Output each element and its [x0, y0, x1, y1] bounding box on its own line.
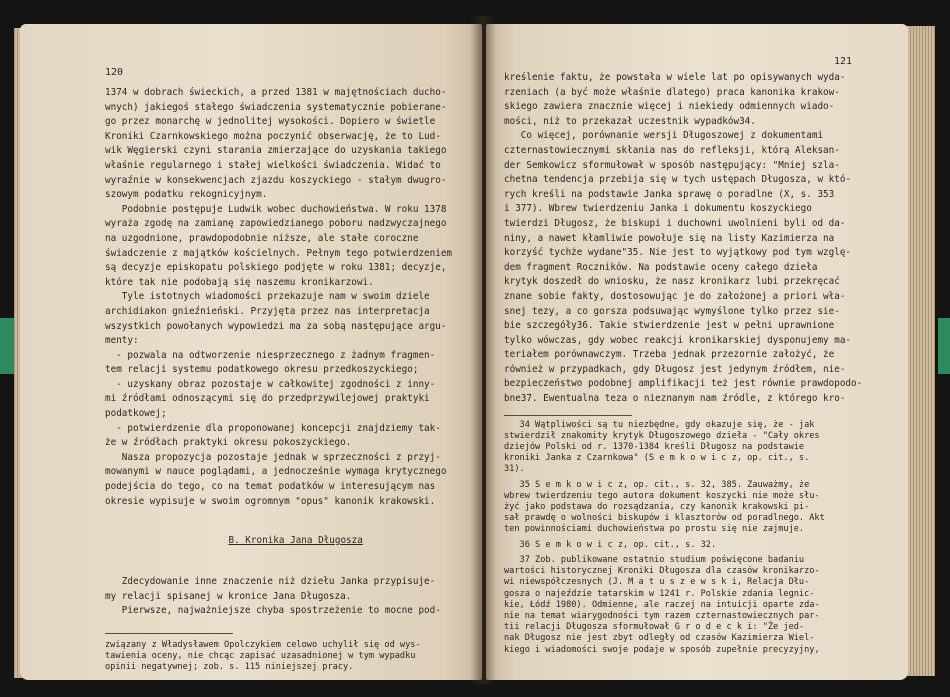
- text-line: mowanymi w nauce poglądami, a jednocześnie wymaga krytycznego: [105, 466, 447, 478]
- text-line: mi źródłami odnoszącymi się do przedprzywilejowej praktyki: [105, 393, 430, 405]
- left-body-text: [105, 86, 464, 509]
- text-line: my relacji spisanej w kronice Jana Długosza.: [105, 590, 352, 602]
- text-line: na uzgodnione, prawdopodobnie niższe, ale stałe coroczne: [105, 232, 419, 244]
- text-line: Tyle istotnych wiadomości przekazuje nam w swoim dziele: [105, 291, 430, 303]
- text-line: czternastowiecznymi skłania nas do refleksji, którą Aleksan-: [504, 144, 840, 156]
- right-body-text: [504, 71, 882, 407]
- text-line: rzeniach (a być może właśnie dlatego) praca kanonika krakow-: [504, 86, 840, 98]
- text-line: są decyzje episkopatu polskiego podjęte w roku 1381; decyzje,: [105, 262, 447, 274]
- text-line: krytyk doszedł do wniosku, że nasz kronikarz lubi przekręcać: [504, 276, 840, 288]
- left-body-text-2: [105, 575, 464, 619]
- text-line: Pierwsze, najważniejsze chyba spostrzeżenie to mocne pod-: [105, 605, 441, 617]
- book-gutter: [470, 16, 496, 684]
- right-page-edges: [905, 26, 935, 676]
- right-page: [486, 24, 908, 680]
- text-line: bie szczegóły36. Takie stwierdzenie jest w pełni uprawnione: [504, 320, 835, 332]
- text-line: wszystkich powołanych wypowiedzi ma za sobą następujące argu-: [105, 320, 447, 332]
- text-line: korzyść tychże wydane"35. Nie jest to wyjątkowy pod tym wzglę-: [504, 247, 852, 259]
- text-line: i 377). Wbrew twierdzeniu Janka i dokumentu koszyckiego: [504, 203, 812, 215]
- footnote-line: opinii negatywnej; zob. s. 115 niniejszej pracy.: [105, 662, 354, 673]
- text-line: bezpieczeństwo podobnej amplifikacji też jest równie prawdopodo-: [504, 378, 863, 390]
- footnote-35: 35 S e m k o w i c z, op. cit., s. 32, 385. Zauważmy, że wbrew twierdzeniu tego autora dokument koszycki nie może słu- żyć jako podstawa do rozsądzania, czy kanonik krakowski pi- sał prawdę o wolności biskupów i klasztorów od poradlnego. Akt ten powinnościami duchowieństwa po prostu się nie zajmuje.: [504, 479, 825, 535]
- text-line: - uzyskany obraz pozostaje w całkowitej zgodności z inny-: [105, 378, 436, 390]
- text-line: archidiakon gnieźnieński. Przyjęta przez nas interpretacja: [105, 305, 430, 317]
- text-line: - potwierdzenie dla proponowanej koncepcji znajdziemy tak-: [105, 422, 441, 434]
- text-line: podatkowej;: [105, 408, 167, 420]
- text-line: wyraża zgodę na zamianę zapowiedzianego poboru nadzwyczajnego: [105, 218, 447, 230]
- footnote-37: 37 Zob. publikowane ostatnio studium poświęcone badaniu wartości historycznej Kroniki Długosza dla czasów kronikarzo- wi niewspółczesnych (J. M a t u s z e w s k i, Relacja Dłu- gosza o najeździe tatarskim w 1241 r. Polskie zdania legnic- kie, Łódź 1980). Odmienne, ale raczej na intuicji oparte zda- nie na temat wiarygodności tym razem czternastowiecznych par- tii relacji Długosza sformułował G r o d e c k i: "Że jed- nak Długosz nie jest zbyt odległy od czasów Kazimierza Wiel- kiego i wiadomości swoje podaje w sposób zupełnie precyzyjny,: [504, 554, 820, 655]
- text-line: Nasza propozycja pozostaje jednak w sprzeczności z przyj-: [105, 451, 441, 463]
- text-line: Zdecydowanie inne znaczenie niż dziełu Janka przypisuje-: [105, 576, 436, 587]
- text-line: które tak nie podobają się naszemu kronikarzowi.: [105, 276, 374, 288]
- text-line: snej tezy, a co gorsza podsuwając wymyślone tylko przez sie-: [504, 305, 840, 317]
- right-green-tab: [938, 318, 950, 374]
- text-line: dem fragment Roczników. Na podstawie oceny całego dzieła: [504, 261, 818, 273]
- text-line: znane sobie fakty, dostosowując je do założonej a priori wła-: [504, 290, 846, 302]
- text-line: wyraźnie w konsekwencjach zjazdu koszyckiego - stałym dwugro-: [105, 174, 447, 186]
- text-line: Co więcej, porównanie wersji Długoszowej z dokumentami: [504, 130, 824, 142]
- text-line: rych kreśli na podstawie Janka sprawę o poradlne (X, s. 353: [504, 188, 835, 200]
- page-number-right: 121: [833, 56, 852, 67]
- text-line: tylko wówczas, gdy wobec reakcji kronikarskiej dysponujemy ma-: [504, 334, 852, 346]
- footnote-line: tawienia oceny, nie chcąc zapisać uzasadnionej w tym wypadku: [105, 650, 416, 661]
- text-line: twierdzi Długosz, że biskupi i duchowni uwolnieni byli od da-: [504, 217, 846, 229]
- text-line: mości, niż to przekazał uczestnik wypadków34.: [504, 115, 756, 127]
- text-line: niny, a nawet kłamliwie powołuje się na listy Kazimierza na: [504, 232, 835, 244]
- text-line: Kroniki Czarnkowskiego można poczynić obserwację, że to Lud-: [105, 130, 441, 142]
- text-line: kreślenie faktu, że powstała w wiele lat po opisywanych wyda-: [504, 72, 846, 83]
- footnote-line: związany z Władysławem Opolczykiem celowo uchylił się od wys-: [105, 639, 421, 650]
- footnote-34: 34 Wątpliwości są tu niezbędne, gdy okazuje się, że - jak stwierdził znakomity krytyk Długoszowego dzieła - "Cały okres dziejów Polski od r. 1370-1384 kreśli Długosz na podstawie kroniki Janka z Czarnkowa" (S e m k o w i c z, op. cit., s. 31).: [504, 419, 820, 475]
- text-line: bne37. Ewentualna teza o nieznanym nam źródle, z którego kro-: [504, 393, 846, 405]
- text-line: tem relacji systemu podatkowego okresu przedkoszyckiego;: [105, 364, 419, 376]
- text-line: Podobnie postępuje Ludwik wobec duchowieństwa. W roku 1378: [105, 203, 447, 215]
- footnote-divider: [504, 415, 632, 416]
- text-line: 1374 w dobrach świeckich, a przed 1381 w majętnościach ducho-: [105, 87, 447, 98]
- text-line: teriałem porównawczym. Trzeba jednak przezornie założyć, że: [504, 349, 835, 361]
- left-footnote: [105, 633, 421, 674]
- text-line: wnych) jakiegoś stałego świadczenia systematycznie pobierane-: [105, 101, 447, 113]
- text-line: że w źródłach praktyki okresu pokoszyckiego.: [105, 437, 352, 449]
- text-line: szowym podatku rekognicyjnym.: [105, 189, 268, 201]
- text-line: menty:: [105, 335, 139, 347]
- text-line: wik Węgierski czyni starania zmierzające do uzyskania takiego: [105, 145, 447, 157]
- page-number-left: 120: [105, 67, 124, 78]
- text-line: go przez monarchę w jednolitej wysokości. Dopiero w świetle: [105, 116, 436, 128]
- left-green-tab: [0, 318, 14, 374]
- text-line: właśnie regularnego i stałej wielkości świadczenia. Widać to: [105, 159, 441, 171]
- footnote-36: 36 S e m k o w i c z, op. cit., s. 32.: [504, 539, 717, 550]
- text-line: podejścia do tego, co na temat podatków w interesującym nas: [105, 481, 436, 493]
- text-line: - pozwala na odtworzenie niesprzecznego z żadnym fragmen-: [105, 349, 436, 361]
- text-line: również w przypadkach, gdy Długosz jest jedynym źródłem, nie-: [504, 363, 846, 375]
- text-line: świadczenie z majątków kościelnych. Pełnym tego potwierdzeniem: [105, 247, 453, 259]
- text-line: chetna tendencja przebija się w tych ustępach Długosza, w któ-: [504, 174, 852, 186]
- text-line: skiego zawiera znacznie więcej i niekiedy odmiennych wiado-: [504, 101, 835, 113]
- right-footnotes: [504, 420, 882, 656]
- left-page: [20, 24, 482, 680]
- text-line: okresie wypisuje w swoim ogromnym "opus" kanonik krakowski.: [105, 495, 436, 507]
- text-line: der Semkowicz sformułował w sposób następujący: "Mniej szla-: [504, 159, 840, 171]
- section-heading: B. Kronika Jana Długosza: [228, 534, 363, 546]
